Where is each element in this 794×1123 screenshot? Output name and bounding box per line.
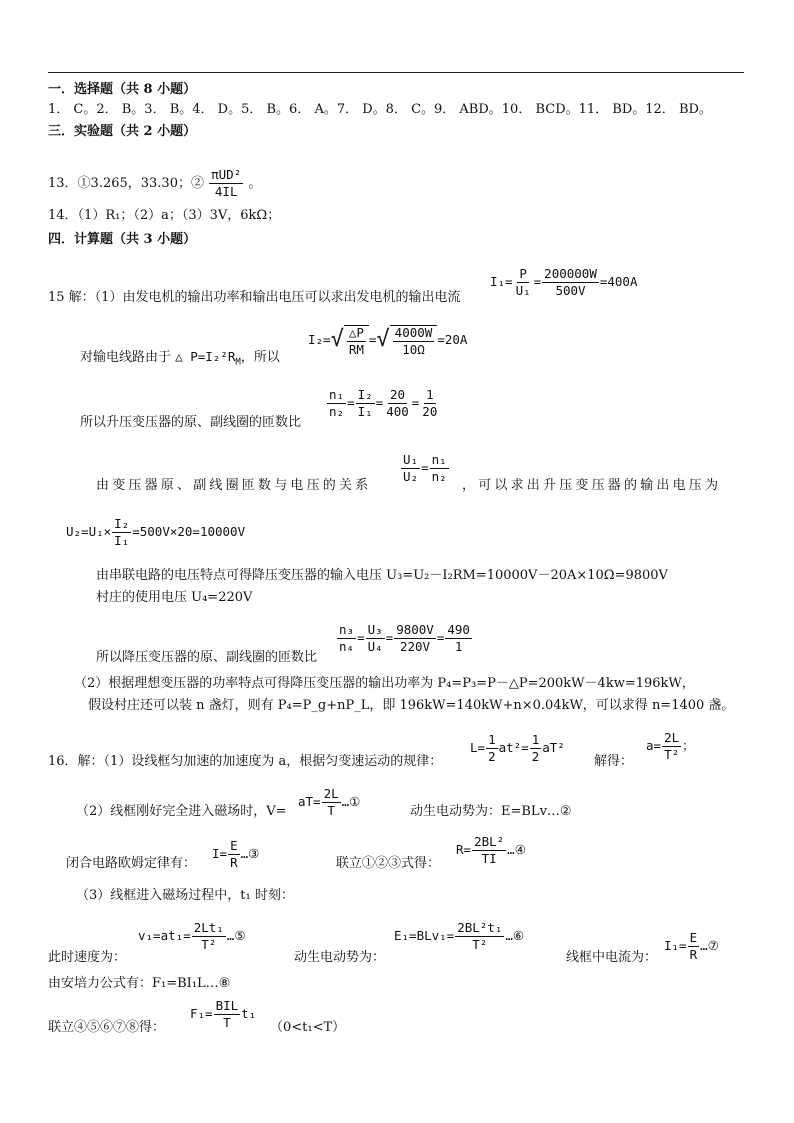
q15-line1: 15 解：（1）由发电机的输出功率和输出电压可以求出发电机的输出电流 [48,290,461,305]
q13-text: 13．①3.265，33.30；② [48,176,204,191]
q16-line5b: 动生电动势为： [294,950,386,965]
q16-line3a: 闭合电路欧姆定律有： [66,856,197,871]
q16-line2b: 动生电动势为：E=BLv…② [410,804,572,819]
q13-answer: 13．①3.265，33.30；② $\frac{\text{πUD²}}{4IL}$ 。 [48,167,262,199]
section-choice-title: 一．选择题（共 8 小题） [48,82,197,97]
top-divider [48,72,744,73]
q16-i1-formula: I₁= $\frac{E}{R}$ …⑦ [664,930,719,962]
q15-line8: （2）根据理想变压器的功率特点可得降压变压器的输出功率为 P₄=P₃=P－△P=200kW－4kw=196kW， [74,676,695,691]
q15-line7: 所以降压变压器的原、副线圈的匝数比 [96,650,318,665]
section-calc-title: 四．计算题（共 3 小题） [48,232,197,247]
q16-kinematics-formula: L= $\frac{1}{2}$ at²= $\frac{1}{2}$ aT² [470,732,565,764]
q16-resistance-formula: R= $\frac{\text{2BL²}}{TI}$ …④ [456,834,526,866]
q15-u2-formula: U₂=U₁× $\frac{\text{I₂}}{\text{I₁}}$ =500V×20=10000V [66,516,246,548]
q15-current-formula: I₁= $\frac{P}{\text{U₁}}$ = $\frac{200000W}{500V}$ =400A [490,266,638,298]
q15-voltage-ratio: $\frac{\text{U₁}}{\text{U₂}}$ = $\frac{\text{n₁}}{\text{n₂}}$ [403,452,447,484]
q16-line5a: 此时速度为： [48,950,127,965]
q16-line1: 16．解：（1）设线框匀加速的加速度为 a，根据匀变速运动的规律： [48,754,443,769]
q16-force-formula: F₁= $\frac{\text{BIL}}{T}$ t₁ [190,998,257,1030]
q15-line4b: ，可以求出升压变压器的输出电压为 [462,478,722,493]
q16-velocity-formula: aT= $\frac{2L}{T}$ …① [298,786,361,818]
q15-turns-ratio-up: $\frac{\text{n₁}}{\text{n₂}}$ = $\frac{\text{I₂}}{\text{I₁}}$ = $\frac{20}{400}$ = $\frac{1}{20}$ [329,387,438,419]
q15-line5: 由串联电路的电压特点可得降压变压器的输入电压 U₃=U₂－I₂RM=10000V－20A×10Ω=9800V [96,568,668,583]
q15-turns-ratio-down: $\frac{\text{n₃}}{\text{n₄}}$ = $\frac{\text{U₃}}{\text{U₄}}$ = $\frac{9800V}{220V}$ = $\frac{490}{1}$ [339,622,470,654]
q16-acceleration-formula: a= $\frac{2L}{\text{T²}}$ ； [646,730,695,762]
q16-line5c: 线框中电流为： [566,950,658,965]
q16-line3b: 联立①②③式得： [336,856,441,871]
q16-ohm-formula: I= $\frac{E}{R}$ …③ [212,838,260,870]
q16-line4: （3）线框进入磁场过程中，t₁ 时刻： [76,888,294,903]
q15-line4a: 由变压器原、副线圈匝数与电压的关系 [96,478,372,493]
q13-formula: $\frac{\text{πUD²}}{4IL}$ [211,167,242,199]
q16-force-range: （0<t₁<T） [270,1020,346,1035]
q16-line6: 由安培力公式有：F₁=BI₁L…⑧ [48,976,231,991]
q16-line2a: （2）线框刚好完全进入磁场时，V= [76,804,287,819]
q16-solve-label: 解得： [594,754,634,769]
q15-line2: 对输电线路由于 △ $P=I_2^2R_M$，所以 [80,349,280,368]
q15-line9: 假设村庄还可以装 n 盏灯，则有 P₄=P_g+nP_L，即 196kW=140kW+n×0.04kW，可以求得 n=1400 盏。 [88,698,735,713]
q15-line6: 村庄的使用电压 U₄=220V [96,590,253,605]
choice-answers: 1． C。2． B。3． B。4． D。5． B。6． A。7． D。8． C。9． ABD。10． BCD。11． BD。12． BD。 [48,102,712,117]
q16-e1-formula: E₁=BLv₁= $\frac{\text{2BL²t₁}}{\text{T²}}$ …⑥ [394,920,525,952]
q15-line3: 所以升压变压器的原、副线圈的匝数比 [80,415,302,430]
q16-line7a: 联立④⑤⑥⑦⑧得： [48,1020,166,1035]
section-experiment-title: 三．实验题（共 2 小题） [48,124,197,139]
q14-answer: 14．（1）R₁；（2）a；（3）3V，6kΩ； [48,208,281,223]
q15-i2-formula: I₂= √ $\frac{\triangle P}{RM}$ = √ $\frac{4000W}{10\Omega}$ =20A [308,324,468,357]
q16-v1-formula: v₁=at₁= $\frac{\text{2Lt₁}}{\text{T²}}$ …⑤ [138,920,246,952]
